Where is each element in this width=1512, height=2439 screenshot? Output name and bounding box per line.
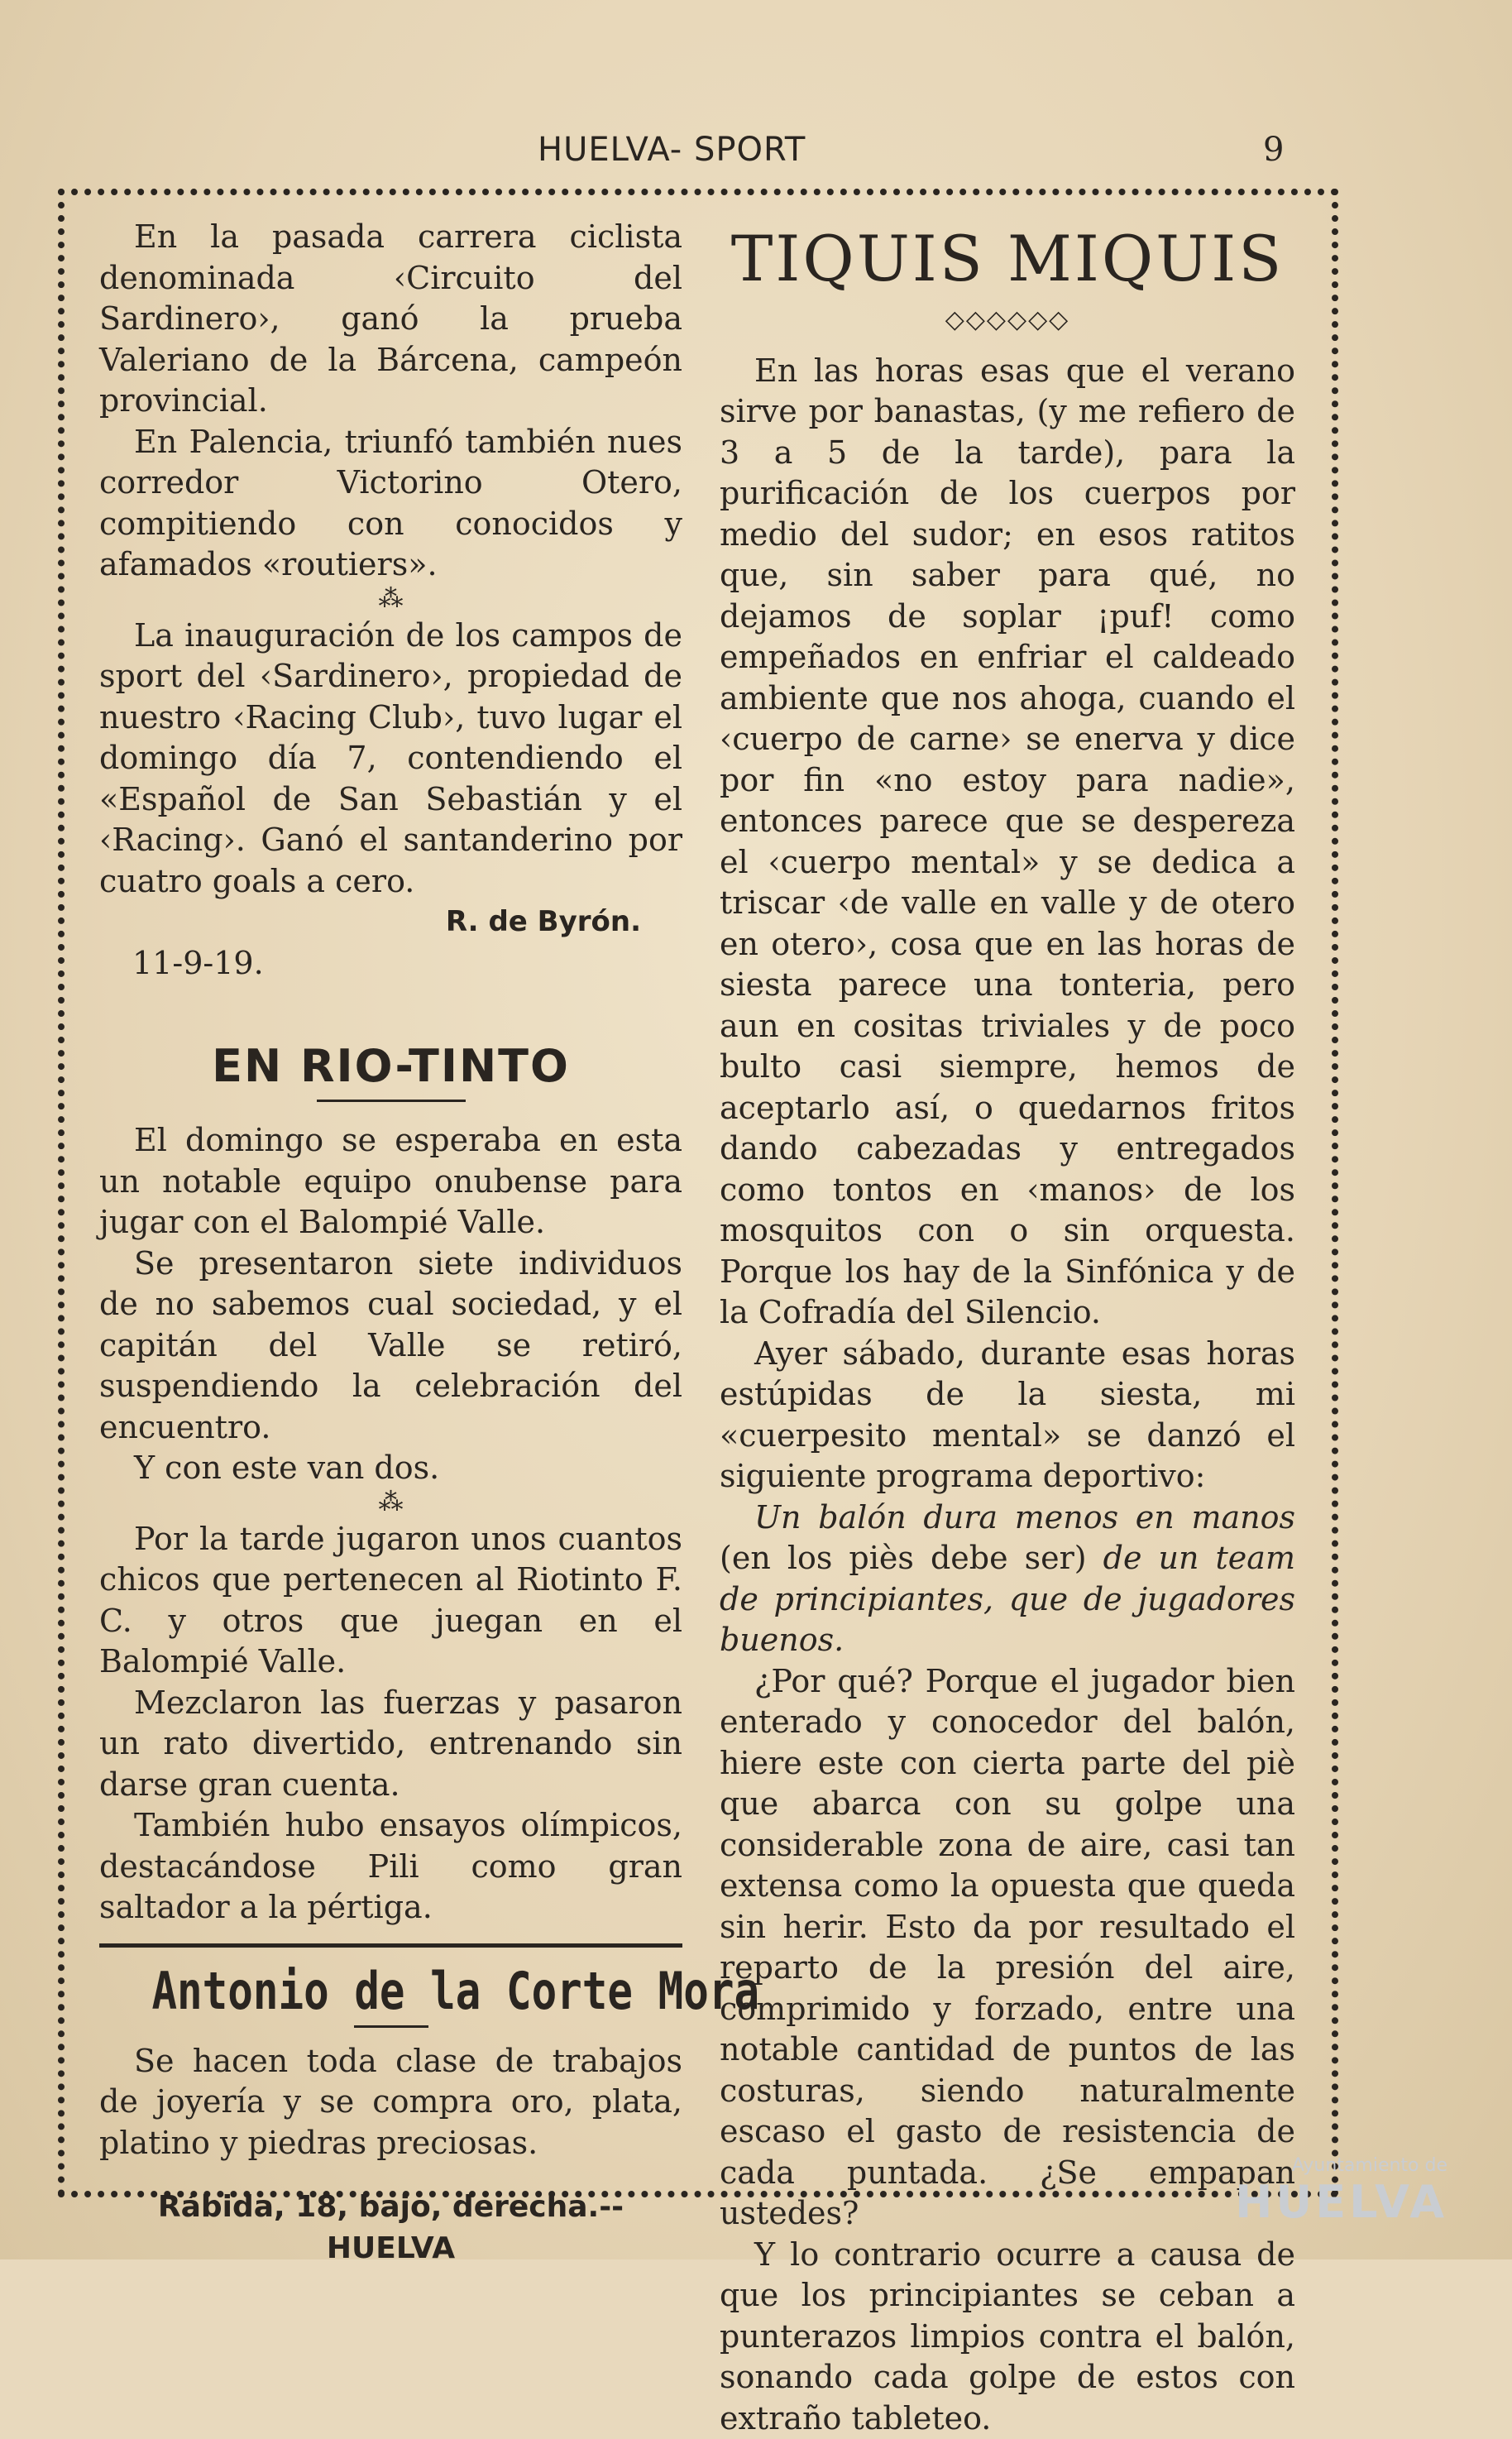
watermark-big-text: HUELVA [1199, 2176, 1447, 2228]
article-heading: TIQUIS MIQUIS [720, 222, 1295, 296]
archive-watermark [1199, 2155, 1447, 2228]
paragraph: El domingo se esperaba en esta un notable equipo onubense para jugar con el Balompié Valle. [99, 1120, 682, 1243]
paragraph: La inauguración de los campos de sport del ‹Sardinero›, propiedad de nuestro ‹Racing Club›, tuvo lugar el domingo día 7, contendiendo el «Español de San Sebastián y el ‹Racing›. Ganó el santanderino por cuatro goals a cero. [99, 616, 682, 903]
paragraph [720, 1497, 1295, 1661]
ad-text: Se hacen toda clase de trabajos de joyería y se compra oro, plata, platino y piedras preciosas. [99, 2041, 682, 2164]
italic-text: Un balón dura menos en manos [754, 1499, 1295, 1536]
advertisement [99, 1943, 682, 2269]
paragraph: Mezclaron las fuerzas y pasaron un rato divertido, entrenando sin darse gran cuenta. [99, 1683, 682, 1806]
paragraph: ¿Por qué? Porque el jugador bien enterado y conocedor del balón, hiere este con cierta parte del piè que abarca con su golpe una considerable zona de aire, casi tan extensa como la opuesta que queda sin herir. Esto da por resultado el reparto de la presión del aire, comprimido y forzado, entre una notable cantidad de puntos de las costuras, siendo naturalmente escaso el gasto de resistencia de cada puntada. ¿Se empapan ustedes? [720, 1661, 1295, 2235]
plain-text: (en los piès debe ser) [720, 1540, 1103, 1576]
paragraph: En la pasada carrera ciclista denominada ‹Circuito del Sardinero›, ganó la prueba Valeriano de la Bárcena, campeón provincial. [99, 217, 682, 422]
italic-text: de un team de principiantes, que de jugadores buenos. [720, 1540, 1295, 1658]
paragraph: También hubo ensayos olímpicos, destacándose Pili como gran saltador a la pértiga. [99, 1805, 682, 1929]
article-date: 11-9-19. [99, 943, 682, 985]
ad-rule [354, 2025, 428, 2028]
watermark-small-text: Ayuntamiento de [1292, 2155, 1447, 2176]
ad-address: Rábida, 18, bajo, derecha.--HUELVA [99, 2187, 682, 2269]
author-signature: R. de Byrón. [99, 902, 682, 943]
advertiser-name: Antonio de la Corte Mora [151, 1962, 629, 2020]
paragraph: Y lo contrario ocurre a causa de que los principiantes se ceban a punterazos limpios contra el balón, sonando cada golpe de estos con extraño tableteo. [720, 2235, 1295, 2439]
asterism-divider: ⁂ [99, 1493, 682, 1512]
paragraph: En las horas esas que el verano sirve por banastas, (y me refiero de 3 a 5 de la tarde), para la purificación de los cuerpos por medio del sudor; en esos ratitos que, sin saber para qué, no dejamos de soplar ¡puf! como empeñados en enfriar el caldeado ambiente que nos ahoga, cuando el ‹cuerpo de carne› se enerva y dice por fin «no estoy para nadie», entonces parece que se desperezа el ‹cuerpo mental» y se dedica a triscar ‹de valle en valle y de otero en otero›, cosa que en las horas de siesta parece una tonteria, pero aun en cositas triviales y de poco bulto casi siempre, hemos de aceptarlo así, o quedarnos fritos dando cabezadas y entregados como tontos en ‹manos› de los mosquitos con o sin orquesta. Porque los hay de la Sinfónica y de la Cofradía del Silencio. [720, 351, 1295, 1334]
paragraph: Por la tarde jugaron unos cuantos chicos que pertenecen al Riotinto F. C. y otros que juegan en el Balompié Valle. [99, 1519, 682, 1683]
paragraph: Y con este van dos. [99, 1448, 682, 1489]
paragraph: Ayer sábado, durante esas horas estúpidas de la siesta, mi «cuerpesito mental» se danzó el siguiente programa deportivo: [720, 1334, 1295, 1497]
paragraph: En Palencia, triunfó también nues corredor Victorino Otero, compitiendo con conocidos y afamados «routiers». [99, 422, 682, 586]
heading-rule [317, 1100, 466, 1102]
paragraph: Se presentaron siete individuos de no sabemos cual sociedad, y el capitán del Valle se retiró, suspendiendo la celebración del encuentro. [99, 1243, 682, 1449]
ornament-divider: ◇◇◇◇◇◇ [720, 299, 1295, 341]
page-number: 9 [1263, 131, 1284, 169]
right-column [720, 217, 1295, 2439]
publication-title: HUELVA- SPORT [538, 131, 806, 169]
section-heading: EN RIO-TINTO [99, 1042, 682, 1091]
page-header [0, 124, 1512, 182]
asterism-divider: ⁂ [99, 589, 682, 609]
left-column [99, 217, 682, 2269]
